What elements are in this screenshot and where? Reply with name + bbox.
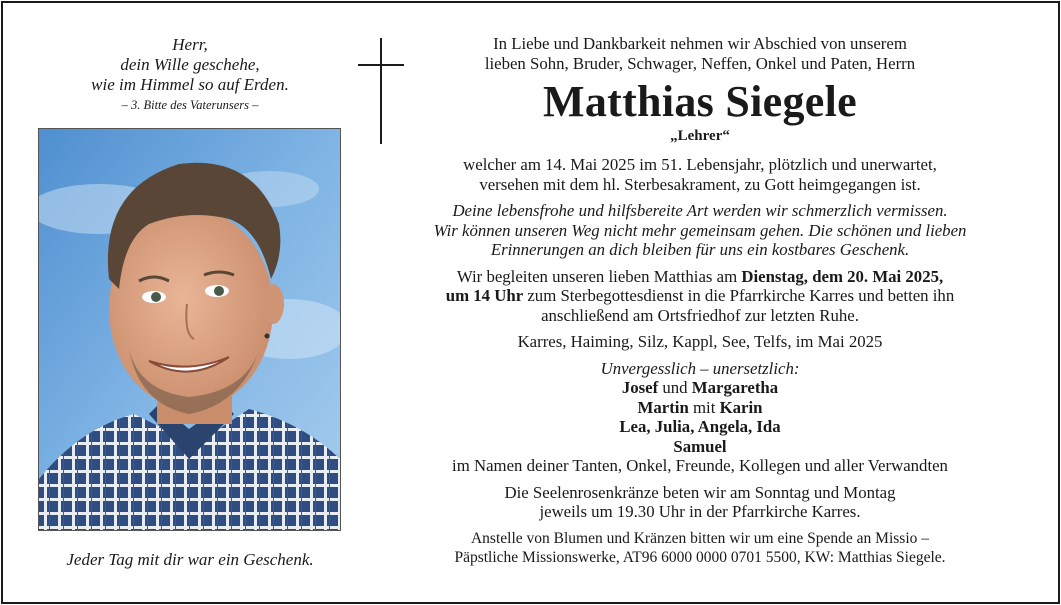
funeral-time: um 14 Uhr — [445, 286, 524, 305]
photo-caption: Jeder Tag mit dir war ein Geschenk. — [66, 550, 314, 569]
mourners-heading: Unvergesslich – unersetzlich: — [600, 358, 800, 378]
mourners — [400, 359, 1000, 476]
quote-line: Herr, — [172, 35, 208, 54]
quote-line: dein Wille geschehe, — [120, 55, 260, 74]
funeral-line: um 14 Uhr zum Sterbegottesdienst in die Pfarrkirche Karres und betten ihn — [445, 286, 955, 305]
mourners-others: im Namen deiner Tanten, Onkel, Freunde, Kollegen und aller Verwandten — [452, 456, 948, 475]
tribute-line: Erinnerungen an dich bleiben für uns ein kostbares Geschenk. — [490, 240, 910, 259]
intro-line: In Liebe und Dankbarkeit nehmen wir Abschied von unserem — [493, 34, 907, 53]
donation-line: Päpstliche Missionswerke, AT96 6000 0000 0701 5500, KW: Matthias Siegele. — [454, 548, 946, 566]
quote-line: wie im Himmel so auf Erden. — [91, 75, 289, 94]
mourners-row: Josef und Margaretha — [621, 378, 779, 397]
portrait-photo — [38, 128, 341, 531]
rosary-line: jeweils um 19.30 Uhr in der Pfarrkirche Karres. — [539, 502, 861, 521]
death-notice-line: welcher am 14. Mai 2025 im 51. Lebensjahr, plötzlich und unerwartet, — [463, 155, 937, 174]
death-notice-line: versehen mit dem hl. Sterbesakrament, zu Gott heimgegangen ist. — [479, 174, 921, 194]
bible-quote — [0, 35, 380, 115]
intro-line: lieben Sohn, Bruder, Schwager, Neffen, Onkel und Paten, Herrn — [484, 53, 916, 73]
cross-icon — [358, 38, 406, 144]
mourners-row: Lea, Julia, Angela, Ida — [619, 417, 781, 436]
place-date: Karres, Haiming, Silz, Kappl, See, Telfs, im Mai 2025 — [517, 332, 883, 351]
deceased-nickname: „Lehrer“ — [670, 128, 730, 144]
funeral-line: anschließend am Ortsfriedhof zur letzten Ruhe. — [541, 305, 859, 325]
left-column — [0, 0, 380, 605]
funeral-line: Wir begleiten unseren lieben Matthias am Dienstag, dem 20. Mai 2025, — [456, 266, 944, 286]
tribute — [400, 201, 1000, 260]
quote-source: – 3. Bitte des Vaterunsers – — [121, 98, 259, 112]
funeral-info — [400, 267, 1000, 326]
funeral-date: Dienstag, dem 20. Mai 2025, — [741, 266, 944, 286]
notice-text — [400, 34, 1000, 567]
mourners-row: Martin mit Karin — [637, 397, 763, 417]
rosary-line: Die Seelenrosenkränze beten wir am Sonntag und Montag — [504, 482, 896, 502]
deceased-name: Matthias Siegele — [543, 77, 857, 126]
donation-info — [400, 529, 1000, 567]
tribute-line: Deine lebensfrohe und hilfsbereite Art werden wir schmerzlich vermissen. — [452, 201, 948, 220]
donation-line: Anstelle von Blumen und Kränzen bitten wir um eine Spende an Missio – — [470, 529, 930, 547]
mourners-row: Samuel — [673, 436, 727, 456]
rosary-info — [400, 483, 1000, 522]
tribute-line: Wir können unseren Weg nicht mehr gemeinsam gehen. Die schönen und lieben — [433, 220, 967, 240]
